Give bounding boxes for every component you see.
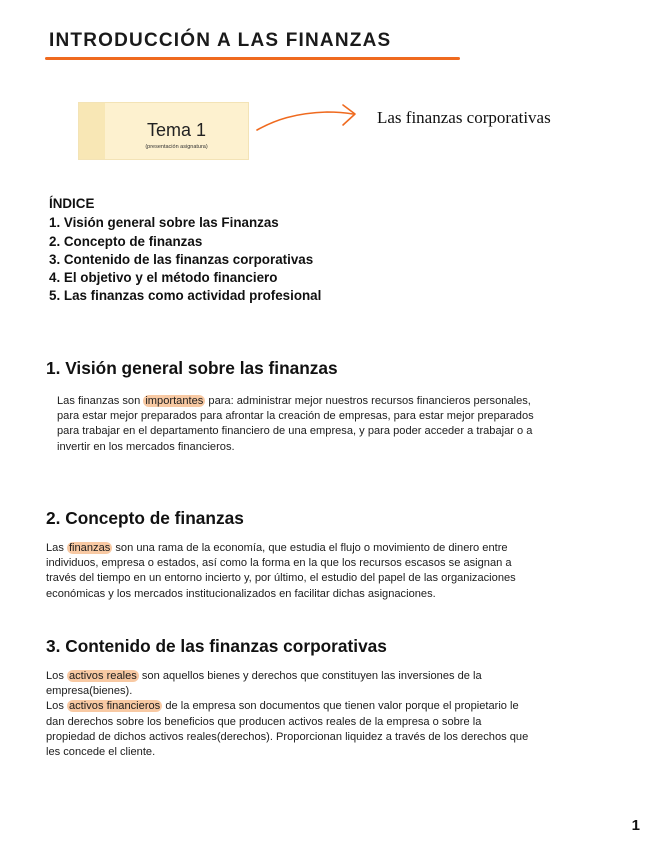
paragraph-line: individuos, empresa o estados, así como la forma en la que los recursos escasos se asignan a <box>46 557 512 570</box>
paragraph-line: propiedad de dichos activos reales(derechos). Proporcionan liquidez a través de los derechos que <box>46 730 529 743</box>
highlight: activos financieros <box>68 700 161 713</box>
highlight: finanzas <box>68 542 111 554</box>
section-heading: 3. Contenido de las finanzas corporativas <box>46 636 387 656</box>
section-body <box>46 669 528 760</box>
index-item: 4. El objetivo y el método financiero <box>49 270 278 286</box>
arrow-right-icon <box>255 100 365 140</box>
index-item: 1. Visión general sobre las Finanzas <box>49 215 279 231</box>
tema-box <box>78 102 249 160</box>
paragraph-line: Los activos reales son aquellos bienes y derechos que constituyen las inversiones de la <box>46 670 482 682</box>
section-body <box>57 394 534 455</box>
paragraph-line: Las finanzas son una rama de la economía, que estudia el flujo o movimiento de dinero entre <box>46 542 508 554</box>
paragraph-line: Los activos financieros de la empresa son documentos que tienen valor porque el propietario le <box>46 700 519 713</box>
index-item: 2. Concepto de finanzas <box>49 233 203 249</box>
index <box>49 195 321 306</box>
title-underline <box>45 57 460 60</box>
paragraph-line: invertir en los mercados financieros. <box>57 440 235 453</box>
highlight: activos reales <box>68 670 137 682</box>
page-number: 1 <box>631 817 640 834</box>
paragraph-line: dan derechos sobre los beneficios que producen activos reales de la empresa o sobre la <box>46 715 482 728</box>
callout-text: Las finanzas corporativas <box>377 108 551 127</box>
paragraph-line: para estar mejor preparados para afrontar la creación de empresas, para estar mejor preparados <box>57 410 534 423</box>
document-title: INTRODUCCIÓN A LAS FINANZAS <box>49 30 392 51</box>
tema-title: Tema 1 <box>146 120 207 140</box>
index-item: 5. Las finanzas como actividad profesional <box>49 288 322 304</box>
highlight: importantes <box>145 395 204 407</box>
section-body <box>46 541 516 602</box>
paragraph-line: empresa(bienes). <box>46 685 133 698</box>
tema-box-strip <box>79 103 105 159</box>
index-list <box>49 214 321 305</box>
section-heading: 2. Concepto de finanzas <box>46 508 244 528</box>
paragraph-line: Las finanzas son importantes para: administrar mejor nuestros recursos financieros personales, <box>57 395 531 407</box>
paragraph-line: para trabajar en el departamento financiero de una empresa, y para poder acceder a trabajar o a <box>57 425 533 438</box>
index-heading: ÍNDICE <box>49 196 95 211</box>
tema-subtitle: (presentación asignatura) <box>145 144 208 150</box>
paragraph-line: les concede el cliente. <box>46 746 156 759</box>
section-heading: 1. Visión general sobre las finanzas <box>46 358 338 378</box>
paragraph-line: través del tiempo en un entorno incierto y, por último, el estudio del papel de las organizaciones <box>46 572 516 585</box>
paragraph-line: económicas y los mercados institucionalizados en facilitar dichas asignaciones. <box>46 587 436 600</box>
index-item: 3. Contenido de las finanzas corporativas <box>49 251 314 267</box>
